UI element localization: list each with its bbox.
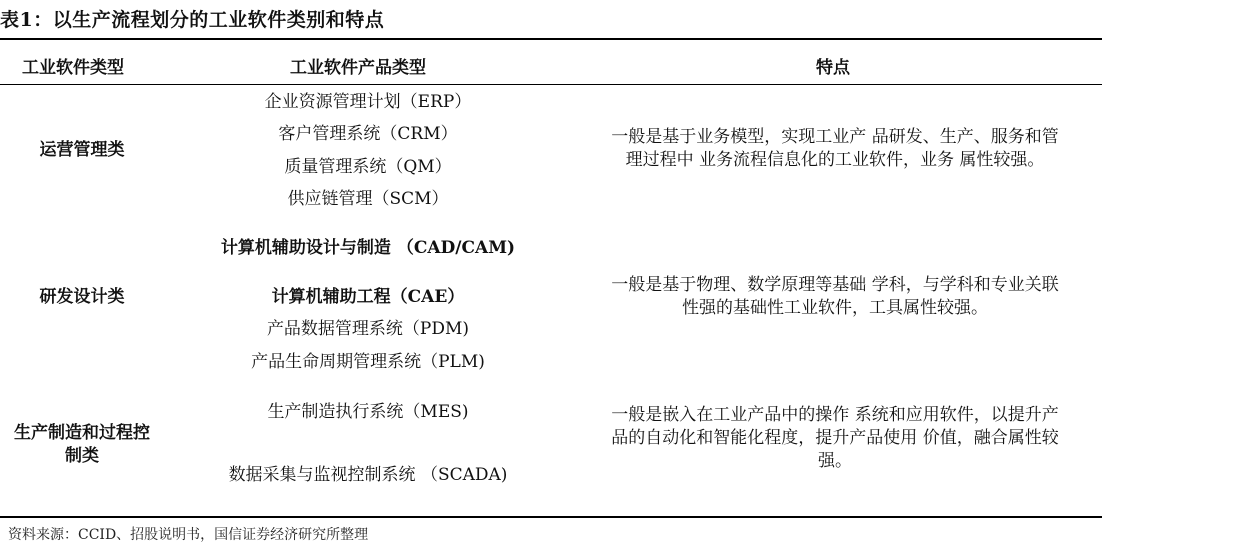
- product-scada: 数据采集与监视控制系统 （SCADA): [228, 465, 508, 485]
- header-category: 工业软件类型: [22, 58, 124, 78]
- product-crm: 客户管理系统（CRM）: [278, 124, 458, 144]
- feature-line: 一般是嵌入在工业产品中的操作 系统和应用软件，以提升产: [611, 405, 1059, 425]
- feature-operations: [570, 126, 1100, 172]
- category-operations: 运营管理类: [39, 140, 125, 160]
- table-title: 表1：以生产流程划分的工业软件类别和特点: [0, 9, 385, 31]
- top-rule: [0, 38, 1102, 40]
- feature-line: 性强的基础性工业软件，工具属性较强。: [682, 298, 988, 318]
- product-scm: 供应链管理（SCM）: [287, 189, 449, 209]
- category-line: 生产制造和过程控: [14, 423, 150, 443]
- feature-production-process-control: [570, 404, 1100, 473]
- category-line: 制类: [65, 446, 99, 466]
- feature-line: 强。: [818, 451, 852, 471]
- category-rnd-design: 研发设计类: [39, 287, 125, 307]
- feature-line: 一般是基于物理、数学原理等基础 学科，与学科和专业关联: [611, 275, 1059, 295]
- product-qm: 质量管理系统（QM）: [284, 157, 452, 177]
- bottom-rule: [0, 516, 1102, 518]
- product-pdm: 产品数据管理系统（PDM): [266, 319, 470, 339]
- feature-line: 品的自动化和智能化程度，提升产品使用 价值，融合属性较: [611, 428, 1059, 448]
- product-cae: 计算机辅助工程（CAE）: [271, 287, 465, 307]
- product-cad-cam: 计算机辅助设计与制造 （CAD/CAM): [220, 238, 516, 258]
- feature-rnd-design: [570, 274, 1100, 320]
- feature-line: 理过程中 业务流程信息化的工业软件，业务 属性较强。: [625, 150, 1045, 170]
- product-plm: 产品生命周期管理系统（PLM): [251, 352, 485, 372]
- header-feature: 特点: [816, 58, 850, 78]
- header-product: 工业软件产品类型: [290, 58, 426, 78]
- source-note: 资料来源：CCID、招股说明书，国信证券经济研究所整理: [8, 527, 369, 543]
- header-rule: [0, 84, 1102, 85]
- feature-line: 一般是基于业务模型，实现工业产 品研发、生产、服务和管: [611, 127, 1059, 147]
- product-erp: 企业资源管理计划（ERP）: [264, 92, 472, 112]
- category-production-process-control: [0, 422, 164, 468]
- product-mes: 生产制造执行系统（MES): [267, 402, 469, 422]
